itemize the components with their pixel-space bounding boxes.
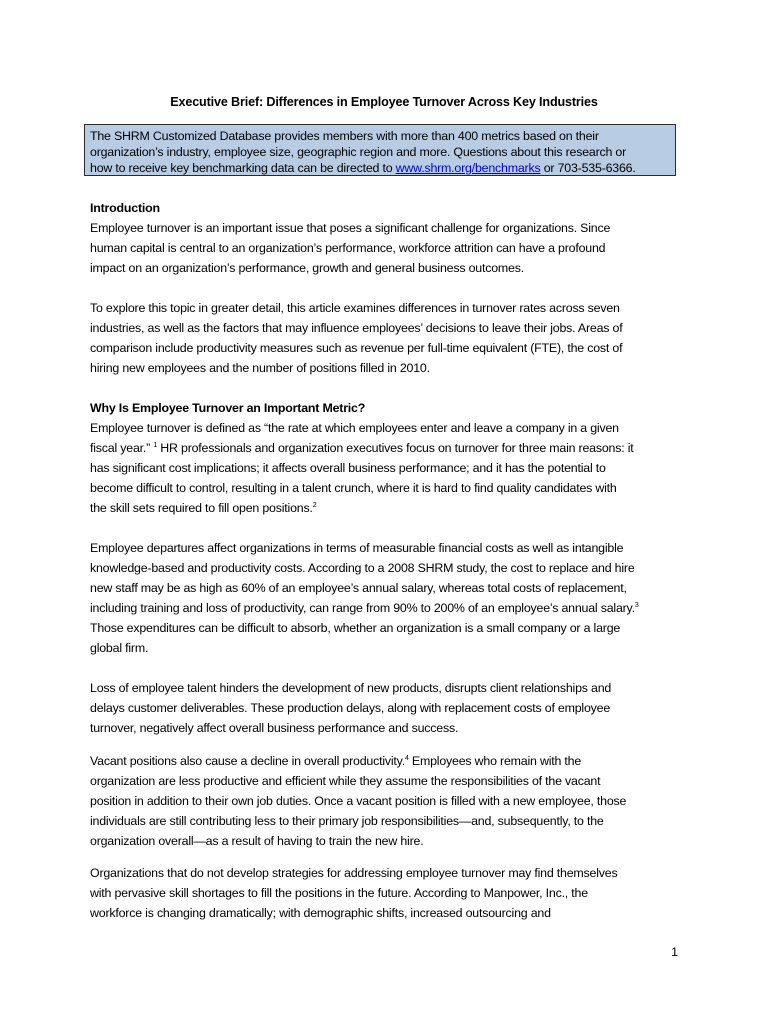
vacant-positions-paragraph xyxy=(90,751,690,851)
paragraph-line xyxy=(90,438,690,458)
paragraph-line: Employee turnover is defined as “the rate at which employees enter and leave a company in a given xyxy=(90,421,619,435)
callout-line: organization’s industry, employee size, geographic region and more. Questions about this research or xyxy=(90,145,627,159)
paragraph-line: human capital is central to an organization’s performance, workforce attrition can have a profound xyxy=(90,241,606,255)
benchmarks-link[interactable]: www.shrm.org/benchmarks xyxy=(395,161,541,175)
paragraph-line: hiring new employees and the number of positions filled in 2010. xyxy=(90,361,430,375)
paragraph-line: Loss of employee talent hinders the development of new products, disrupts client relationships and xyxy=(90,681,612,695)
paragraph-text: HR professionals and organization executives focus on turnover for three main reasons: it xyxy=(157,441,634,455)
costs-paragraph xyxy=(90,538,690,658)
paragraph-line: Employee departures affect organizations in terms of measurable financial costs as well as intangible xyxy=(90,541,624,555)
document-title: Executive Brief: Differences in Employee Turnover Across Key Industries xyxy=(170,95,598,109)
paragraph-line xyxy=(90,751,690,771)
paragraph-line: Employee turnover is an important issue that poses a significant challenge for organizations. Since xyxy=(90,221,611,235)
introduction-paragraph-2 xyxy=(90,298,690,378)
paragraph-line: turnover, negatively affect overall business performance and success. xyxy=(90,721,459,735)
why-section xyxy=(90,398,690,518)
paragraph-line: industries, as well as the factors that may influence employees’ decisions to leave their jobs. Areas of xyxy=(90,321,623,335)
paragraph-line: impact on an organization’s performance, growth and general business outcomes. xyxy=(90,261,524,275)
paragraph-text: including training and loss of productivity, can range from 90% to 200% of an employee’s annual salary. xyxy=(90,601,635,615)
paragraph-line: has significant cost implications; it affects overall business performance; and it has the potential to xyxy=(90,461,606,475)
footnote-ref-1: 1 xyxy=(153,442,158,449)
paragraph-line xyxy=(90,598,690,618)
paragraph-line: organization overall—as a result of having to train the new hire. xyxy=(90,834,424,848)
paragraph-line: become difficult to control, resulting in a talent crunch, where it is hard to find quality candidates with xyxy=(90,481,617,495)
footnote-ref-4: 4 xyxy=(404,755,409,762)
introduction-heading: Introduction xyxy=(90,201,160,215)
page-number: 1 xyxy=(671,945,678,959)
paragraph-line: new staff may be as high as 60% of an employee’s annual salary, whereas total costs of replacement, xyxy=(90,581,627,595)
paragraph-text: fiscal year.” xyxy=(90,441,154,455)
why-heading: Why Is Employee Turnover an Important Metric? xyxy=(90,401,366,415)
callout-text: how to receive key benchmarking data can be directed to xyxy=(90,161,396,175)
paragraph-line: comparison include productivity measures such as revenue per full-time equivalent (FTE), the cost of xyxy=(90,341,623,355)
paragraph-line: knowledge-based and productivity costs. According to a 2008 SHRM study, the cost to replace and hire xyxy=(90,561,635,575)
paragraph-text: Employees who remain with the xyxy=(408,754,582,768)
benchmark-callout-box xyxy=(84,124,676,176)
paragraph-line: Organizations that do not develop strategies for addressing employee turnover may find themselves xyxy=(90,866,618,880)
footnote-ref-3: 3 xyxy=(634,602,639,609)
callout-line: The SHRM Customized Database provides members with more than 400 metrics based on their xyxy=(90,129,599,143)
paragraph-line xyxy=(90,498,690,518)
footnote-ref-2: 2 xyxy=(312,502,317,509)
strategies-paragraph xyxy=(90,863,690,923)
talent-loss-paragraph xyxy=(90,678,690,738)
paragraph-line: Those expenditures can be difficult to absorb, whether an organization is a small company or a large xyxy=(90,621,621,635)
paragraph-line: with pervasive skill shortages to fill the positions in the future. According to Manpower, Inc., the xyxy=(90,886,588,900)
paragraph-line: organization are less productive and efficient while they assume the responsibilities of the vacant xyxy=(90,774,601,788)
callout-text: or 703-535-6366. xyxy=(540,161,636,175)
paragraph-line: workforce is changing dramatically; with demographic shifts, increased outsourcing and xyxy=(90,906,551,920)
callout-line xyxy=(90,160,670,176)
paragraph-line: global firm. xyxy=(90,641,149,655)
introduction-section xyxy=(90,198,690,278)
paragraph-line: To explore this topic in greater detail, this article examines differences in turnover rates across seven xyxy=(90,301,620,315)
paragraph-text: Vacant positions also cause a decline in overall productivity. xyxy=(90,754,405,768)
paragraph-line: individuals are still contributing less to their primary job responsibilities—and, subsequently, to the xyxy=(90,814,604,828)
paragraph-line: position in addition to their own job duties. Once a vacant position is filled with a new employee, those xyxy=(90,794,627,808)
paragraph-text: the skill sets required to fill open positions. xyxy=(90,501,313,515)
paragraph-line: delays customer deliverables. These production delays, along with replacement costs of employee xyxy=(90,701,611,715)
